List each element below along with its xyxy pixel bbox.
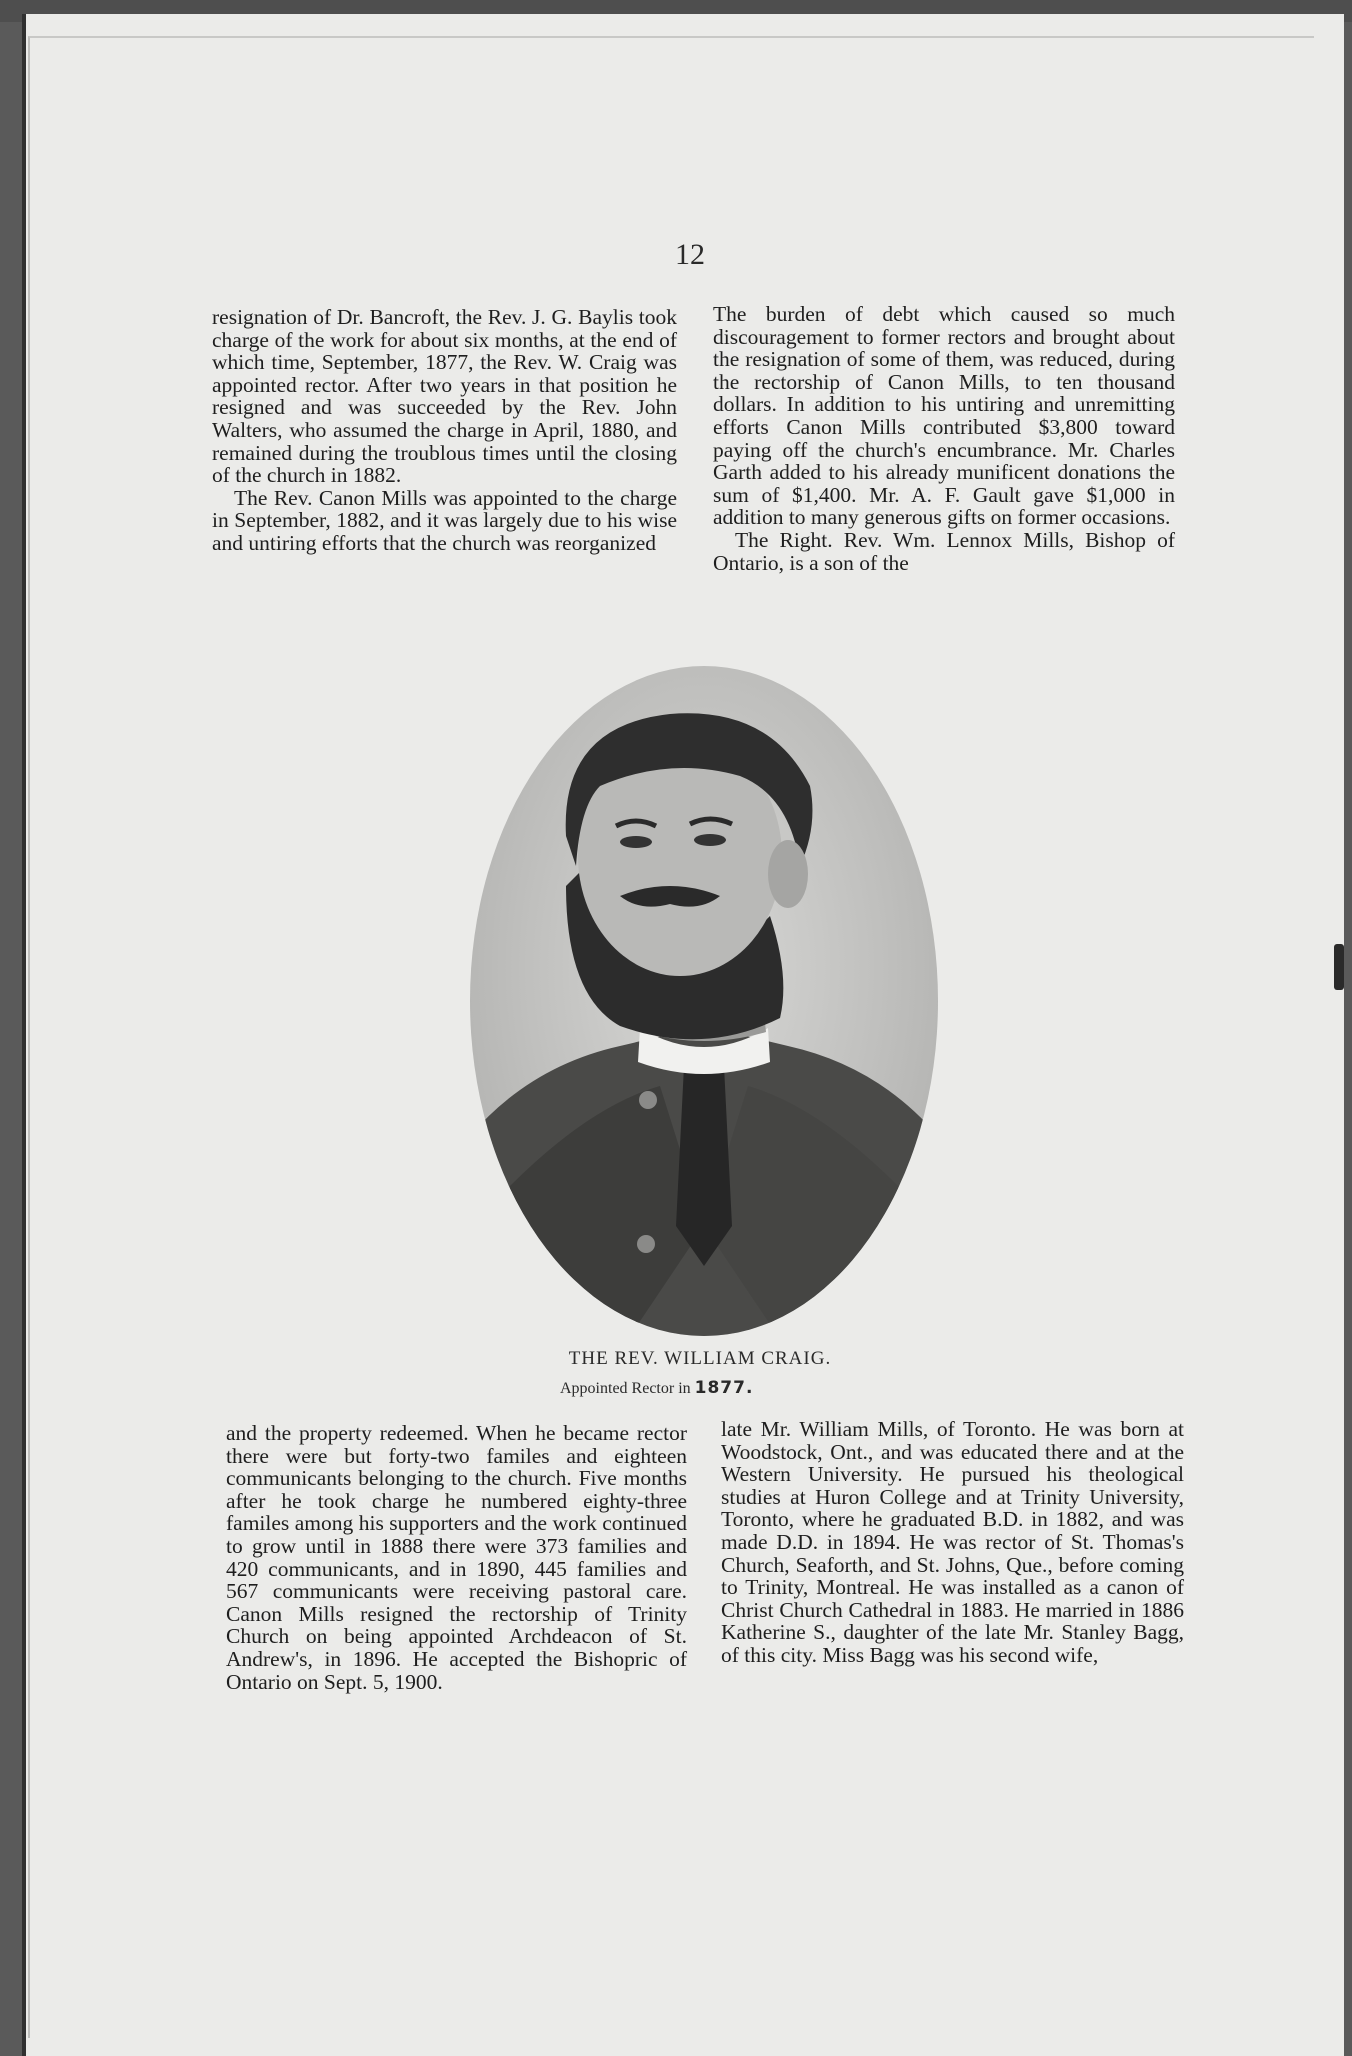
- portrait-subcaption: [560, 1378, 920, 1398]
- bottom-right-column: [721, 1418, 1184, 1667]
- bottom-right-paragraph-1: late Mr. William Mills, of Toronto. He was born at Woodstock, Ont., and was educated there and at the Western University. He pursued his theological studies at Huron College and at Trinity University, Toronto, where he graduated B.D. in 1882, and was made D.D. in 1894. He was rector of St. Thomas's Church, Seaforth, and St. Johns, Que., before coming to Trinity, Montreal. He was installed as a canon of Christ Church Cathedral in 1883. He married in 1886 Katherine S., daughter of the late Mr. Stanley Bagg, of this city. Miss Bagg was his second wife,: [721, 1417, 1184, 1667]
- top-left-column: [212, 306, 677, 555]
- top-right-column: [713, 303, 1175, 574]
- binding-clip-mark: [1334, 944, 1344, 990]
- bottom-left-paragraph-1: and the property redeemed. When he became rector there were but forty-two familes and eighteen communicants belonging to the church. Five months after he took charge he numbered eighty-three familes among his supporters and the work continued to grow until in 1888 there were 373 families and 420 communicants, and in 1890, 445 families and 567 communicants were receiving pastoral care. Canon Mills resigned the rectorship of Trinity Church on being appointed Archdeacon of St. Andrew's, in 1896. He accepted the Bishopric of Ontario on Sept. 5, 1900.: [226, 1421, 687, 1694]
- top-left-paragraph-1: resignation of Dr. Bancroft, the Rev. J. G. Baylis took charge of the work for about six months, at the end of which time, September, 1877, the Rev. W. Craig was appointed rector. After two years in that position he resigned and was succeeded by the Rev. John Walters, who assumed the charge in April, 1880, and remained during the troublous times until the closing of the church in 1882.: [212, 305, 677, 488]
- portrait-illustration: [470, 666, 938, 1336]
- handwritten-year: 1877.: [694, 1378, 754, 1398]
- page-number: 12: [675, 238, 705, 271]
- top-right-paragraph-1: The burden of debt which caused so much discouragement to former rectors and brought about the resignation of some of them, was reduced, during the rectorship of Canon Mills, to ten thousand dollars. In addition to his untiring and unremitting efforts Canon Mills contributed $3,800 toward paying off the church's encumbrance. Mr. Charles Garth added to his already munificent donations the sum of $1,400. Mr. A. F. Gault gave $1,000 in addition to many generous gifts on former occasions.: [713, 302, 1175, 530]
- portrait-photo: [470, 666, 938, 1336]
- subcaption-prefix: Appointed Rector in: [560, 1380, 691, 1397]
- bottom-left-column: [226, 1422, 687, 1693]
- top-left-paragraph-2: The Rev. Canon Mills was appointed to the charge in September, 1882, and it was largely due to his wise and untiring efforts that the church was reorganized: [212, 485, 677, 555]
- top-right-paragraph-2: The Right. Rev. Wm. Lennox Mills, Bishop of Ontario, is a son of the: [713, 527, 1175, 575]
- portrait-caption: THE REV. WILLIAM CRAIG.: [568, 1348, 832, 1369]
